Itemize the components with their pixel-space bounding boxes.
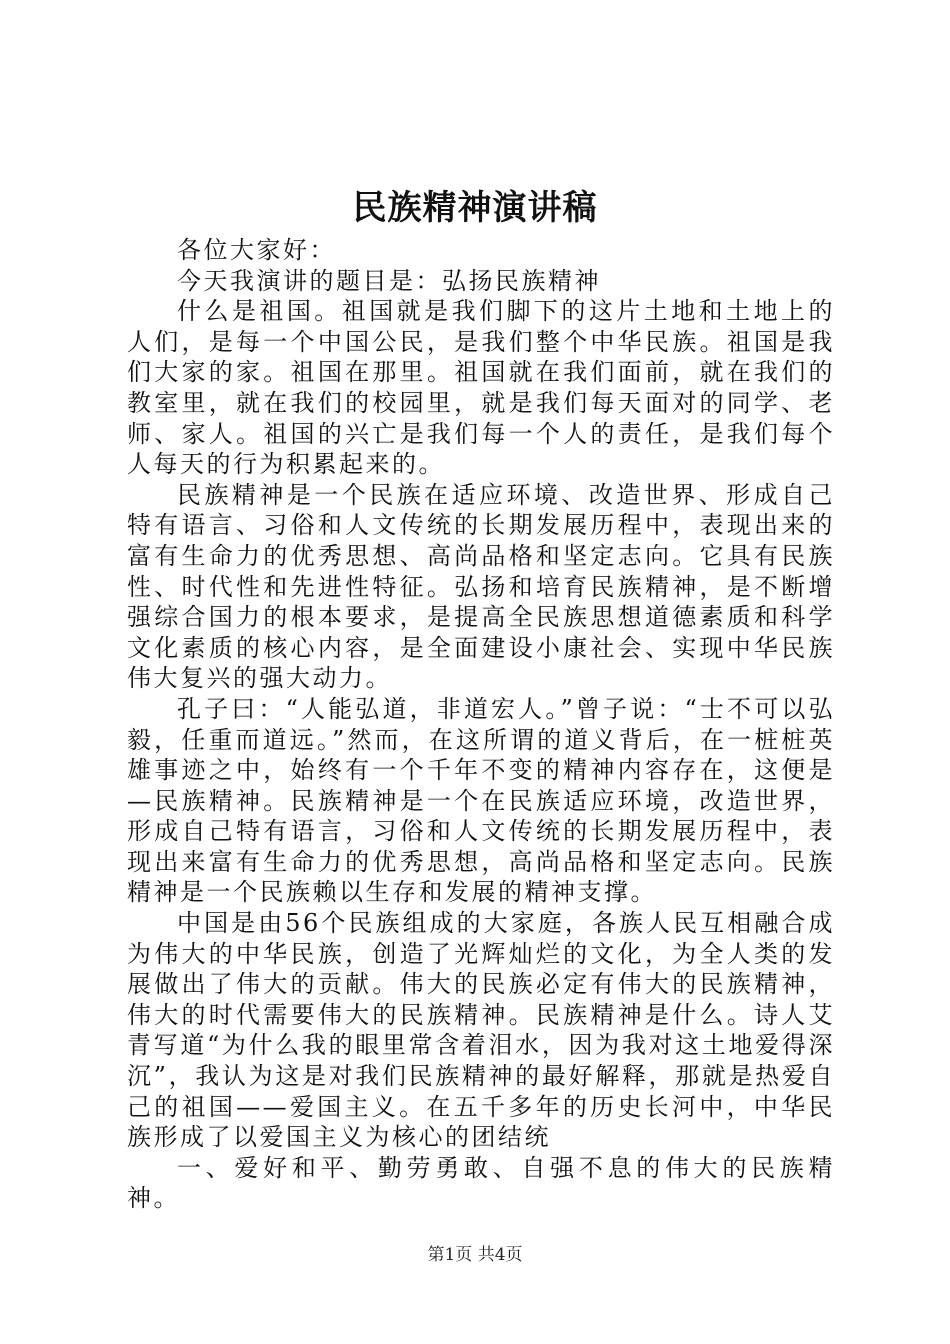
body-paragraph: 什么是祖国。祖国就是我们脚下的这片土地和土地上的人们，是每一个中国公民，是我们整个中华民族。祖国是我们大家的家。祖国在那里。祖国就在我们面前，就在我们的教室里，就在我们的校园里，就是我们每天面对的同学、老师、家人。祖国的兴亡是我们每一个人的责任，是我们每个人每天的行为积累起来的。 — [127, 297, 835, 479]
page-footer: 第1页 共4页 — [427, 1245, 523, 1265]
body-paragraph: 一、爱好和平、勤劳勇敢、自强不息的伟大的民族精神。 — [127, 1153, 835, 1213]
topic-paragraph: 今天我演讲的题目是：弘扬民族精神 — [177, 266, 601, 295]
greeting-paragraph: 各位大家好： — [177, 236, 336, 264]
body-paragraph: 孔子曰：“人能弘道，非道宏人。”曾子说：“士不可以弘毅，任重而道远。”然而，在这所谓的道义背后，在一桩桩英雄事迹之中，始终有一个千年不变的精神内容存在，这便是—民族精神。民族精神是一个在民族适应环境，改造世界，形成自己特有语言，习俗和人文传统的长期发展历程中，表现出来富有生命力的优秀思想，高尚品格和坚定志向。民族精神是一个民族赖以生存和发展的精神支撑。 — [127, 694, 835, 907]
body-paragraph: 民族精神是一个民族在适应环境、改造世界、形成自己特有语言、习俗和人文传统的长期发展历程中，表现出来的富有生命力的优秀思想、高尚品格和坚定志向。它具有民族性、时代性和先进性特征。弘扬和培育民族精神，是不断增强综合国力的根本要求，是提高全民族思想道德素质和科学文化素质的核心内容，是全面建设小康社会、实现中华民族伟大复兴的强大动力。 — [127, 480, 835, 693]
document-title: 民族精神演讲稿 — [352, 188, 598, 228]
body-paragraph: 中国是由56个民族组成的大家庭，各族人民互相融合成为伟大的中华民族，创造了光辉灿烂的文化，为全人类的发展做出了伟大的贡献。伟大的民族必定有伟大的民族精神，伟大的时代需要伟大的民族精神。民族精神是什么。诗人艾青写道“为什么我的眼里常含着泪水，因为我对这土地爱得深沉”，我认为这是对我们民族精神的最好解释，那就是热爱自己的祖国——爱国主义。在五千多年的历史长河中，中华民族形成了以爱国主义为核心的团结统 — [127, 909, 835, 1152]
document-body — [127, 235, 835, 1214]
